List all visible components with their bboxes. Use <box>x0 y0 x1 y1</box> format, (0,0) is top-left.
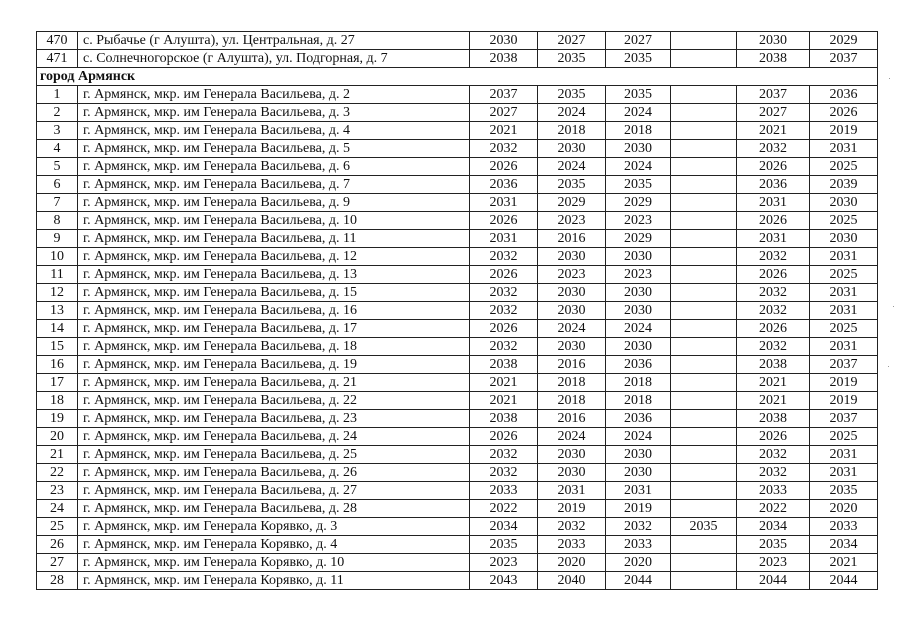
year-cell-3: 2019 <box>606 500 671 518</box>
row-address: г. Армянск, мкр. им Генерала Корявко, д. 4 <box>78 536 470 554</box>
year-cell-2: 2024 <box>538 158 606 176</box>
year-cell-2: 2018 <box>538 122 606 140</box>
year-cell-2: 2016 <box>538 230 606 248</box>
row-number: 6 <box>37 176 78 194</box>
year-cell-1: 2021 <box>470 374 538 392</box>
year-cell-5: 2038 <box>737 50 810 68</box>
scan-speck <box>888 366 889 367</box>
row-number: 3 <box>37 122 78 140</box>
year-cell-4 <box>671 446 737 464</box>
year-cell-4 <box>671 104 737 122</box>
year-cell-6: 2029 <box>810 32 878 50</box>
year-cell-6: 2031 <box>810 284 878 302</box>
row-number: 22 <box>37 464 78 482</box>
year-cell-2: 2032 <box>538 518 606 536</box>
year-cell-4 <box>671 464 737 482</box>
year-cell-6: 2037 <box>810 356 878 374</box>
row-number: 21 <box>37 446 78 464</box>
table-row <box>37 374 878 392</box>
row-address: г. Армянск, мкр. им Генерала Васильева, д. 3 <box>78 104 470 122</box>
year-cell-1: 2026 <box>470 320 538 338</box>
row-address: г. Армянск, мкр. им Генерала Васильева, д. 28 <box>78 500 470 518</box>
year-cell-4 <box>671 32 737 50</box>
year-cell-2: 2029 <box>538 194 606 212</box>
table-row <box>37 104 878 122</box>
year-cell-1: 2032 <box>470 284 538 302</box>
table-row <box>37 302 878 320</box>
year-cell-3: 2018 <box>606 392 671 410</box>
year-cell-4 <box>671 212 737 230</box>
row-number: 11 <box>37 266 78 284</box>
year-cell-6: 2025 <box>810 320 878 338</box>
table-row <box>37 284 878 302</box>
year-cell-4 <box>671 230 737 248</box>
row-address: г. Армянск, мкр. им Генерала Корявко, д. 10 <box>78 554 470 572</box>
row-number: 13 <box>37 302 78 320</box>
year-cell-5: 2026 <box>737 428 810 446</box>
year-cell-3: 2035 <box>606 86 671 104</box>
year-cell-3: 2033 <box>606 536 671 554</box>
year-cell-1: 2032 <box>470 464 538 482</box>
table-row <box>37 356 878 374</box>
year-cell-6: 2037 <box>810 50 878 68</box>
year-cell-1: 2022 <box>470 500 538 518</box>
year-cell-3: 2029 <box>606 230 671 248</box>
year-cell-3: 2023 <box>606 266 671 284</box>
year-cell-3: 2020 <box>606 554 671 572</box>
year-cell-4 <box>671 176 737 194</box>
year-cell-4 <box>671 356 737 374</box>
year-cell-5: 2032 <box>737 284 810 302</box>
year-cell-5: 2038 <box>737 356 810 374</box>
row-number: 18 <box>37 392 78 410</box>
year-cell-6: 2031 <box>810 338 878 356</box>
table-row <box>37 176 878 194</box>
row-address: г. Армянск, мкр. им Генерала Васильева, д. 13 <box>78 266 470 284</box>
year-cell-4 <box>671 122 737 140</box>
row-address: г. Армянск, мкр. им Генерала Васильева, д. 12 <box>78 248 470 266</box>
row-address: г. Армянск, мкр. им Генерала Васильева, д. 17 <box>78 320 470 338</box>
year-cell-3: 2031 <box>606 482 671 500</box>
year-cell-2: 2030 <box>538 302 606 320</box>
year-cell-5: 2037 <box>737 86 810 104</box>
year-cell-2: 2023 <box>538 212 606 230</box>
row-number: 1 <box>37 86 78 104</box>
year-cell-5: 2038 <box>737 410 810 428</box>
year-cell-1: 2034 <box>470 518 538 536</box>
table-row <box>37 86 878 104</box>
year-cell-1: 2027 <box>470 104 538 122</box>
year-cell-5: 2027 <box>737 104 810 122</box>
row-number: 27 <box>37 554 78 572</box>
year-cell-2: 2024 <box>538 428 606 446</box>
row-address: г. Армянск, мкр. им Генерала Васильева, д. 19 <box>78 356 470 374</box>
year-cell-6: 2025 <box>810 266 878 284</box>
year-cell-4 <box>671 554 737 572</box>
row-address: г. Армянск, мкр. им Генерала Васильева, д. 4 <box>78 122 470 140</box>
year-cell-5: 2032 <box>737 302 810 320</box>
year-cell-1: 2026 <box>470 158 538 176</box>
year-cell-4 <box>671 572 737 590</box>
year-cell-1: 2031 <box>470 230 538 248</box>
table-row <box>37 410 878 428</box>
year-cell-1: 2030 <box>470 32 538 50</box>
year-cell-4 <box>671 428 737 446</box>
year-cell-6: 2033 <box>810 518 878 536</box>
year-cell-4 <box>671 392 737 410</box>
row-address: г. Армянск, мкр. им Генерала Васильева, д. 24 <box>78 428 470 446</box>
table-row <box>37 482 878 500</box>
year-cell-1: 2023 <box>470 554 538 572</box>
year-cell-6: 2026 <box>810 104 878 122</box>
year-cell-6: 2030 <box>810 230 878 248</box>
row-number: 471 <box>37 50 78 68</box>
year-cell-6: 2019 <box>810 392 878 410</box>
table-row <box>37 518 878 536</box>
year-cell-3: 2023 <box>606 212 671 230</box>
year-cell-6: 2025 <box>810 212 878 230</box>
row-address: г. Армянск, мкр. им Генерала Васильева, д. 9 <box>78 194 470 212</box>
year-cell-3: 2024 <box>606 104 671 122</box>
year-cell-6: 2030 <box>810 194 878 212</box>
year-cell-1: 2038 <box>470 50 538 68</box>
year-cell-4 <box>671 266 737 284</box>
year-cell-6: 2031 <box>810 446 878 464</box>
table-row <box>37 320 878 338</box>
year-cell-4 <box>671 158 737 176</box>
year-cell-3: 2027 <box>606 32 671 50</box>
year-cell-5: 2031 <box>737 194 810 212</box>
row-number: 26 <box>37 536 78 554</box>
year-cell-3: 2032 <box>606 518 671 536</box>
year-cell-4 <box>671 248 737 266</box>
year-cell-1: 2037 <box>470 86 538 104</box>
year-cell-4 <box>671 410 737 428</box>
year-cell-1: 2026 <box>470 428 538 446</box>
year-cell-6: 2019 <box>810 374 878 392</box>
year-cell-2: 2035 <box>538 50 606 68</box>
year-cell-2: 2030 <box>538 338 606 356</box>
year-cell-2: 2018 <box>538 392 606 410</box>
row-number: 15 <box>37 338 78 356</box>
year-cell-5: 2026 <box>737 158 810 176</box>
row-number: 28 <box>37 572 78 590</box>
row-number: 16 <box>37 356 78 374</box>
table-row <box>37 266 878 284</box>
row-number: 19 <box>37 410 78 428</box>
row-address: с. Солнечногорское (г Алушта), ул. Подгорная, д. 7 <box>78 50 470 68</box>
row-number: 7 <box>37 194 78 212</box>
row-number: 17 <box>37 374 78 392</box>
table-row <box>37 32 878 50</box>
year-cell-4 <box>671 482 737 500</box>
year-cell-2: 2030 <box>538 140 606 158</box>
row-address: г. Армянск, мкр. им Генерала Васильева, д. 22 <box>78 392 470 410</box>
year-cell-1: 2026 <box>470 266 538 284</box>
year-cell-2: 2027 <box>538 32 606 50</box>
row-address: г. Армянск, мкр. им Генерала Васильева, д. 27 <box>78 482 470 500</box>
row-address: г. Армянск, мкр. им Генерала Васильева, д. 16 <box>78 302 470 320</box>
row-address: г. Армянск, мкр. им Генерала Васильева, д. 15 <box>78 284 470 302</box>
year-cell-1: 2032 <box>470 140 538 158</box>
year-cell-3: 2035 <box>606 176 671 194</box>
year-cell-6: 2031 <box>810 464 878 482</box>
year-cell-4 <box>671 140 737 158</box>
table-row <box>37 194 878 212</box>
year-cell-5: 2031 <box>737 230 810 248</box>
section-title: город Армянск <box>37 68 878 86</box>
year-cell-6: 2037 <box>810 410 878 428</box>
row-address: г. Армянск, мкр. им Генерала Васильева, д. 7 <box>78 176 470 194</box>
table-row <box>37 230 878 248</box>
year-cell-1: 2021 <box>470 392 538 410</box>
year-cell-1: 2021 <box>470 122 538 140</box>
row-address: г. Армянск, мкр. им Генерала Васильева, д. 26 <box>78 464 470 482</box>
year-cell-5: 2044 <box>737 572 810 590</box>
year-cell-5: 2021 <box>737 392 810 410</box>
year-cell-6: 2025 <box>810 428 878 446</box>
year-cell-5: 2030 <box>737 32 810 50</box>
table-row <box>37 446 878 464</box>
row-number: 23 <box>37 482 78 500</box>
scan-speck <box>889 78 890 79</box>
year-cell-4 <box>671 284 737 302</box>
table-row <box>37 572 878 590</box>
year-cell-5: 2023 <box>737 554 810 572</box>
table-row <box>37 212 878 230</box>
scan-speck <box>893 306 894 307</box>
table-row <box>37 536 878 554</box>
row-address: г. Армянск, мкр. им Генерала Васильева, д. 2 <box>78 86 470 104</box>
year-cell-3: 2035 <box>606 50 671 68</box>
row-number: 5 <box>37 158 78 176</box>
table-row <box>37 392 878 410</box>
year-cell-2: 2016 <box>538 356 606 374</box>
row-address: г. Армянск, мкр. им Генерала Васильева, д. 11 <box>78 230 470 248</box>
year-cell-6: 2031 <box>810 248 878 266</box>
year-cell-2: 2023 <box>538 266 606 284</box>
year-cell-2: 2035 <box>538 86 606 104</box>
year-cell-3: 2030 <box>606 248 671 266</box>
table-row <box>37 554 878 572</box>
year-cell-4 <box>671 194 737 212</box>
table-row <box>37 158 878 176</box>
row-address: г. Армянск, мкр. им Генерала Корявко, д. 11 <box>78 572 470 590</box>
year-cell-4: 2035 <box>671 518 737 536</box>
row-number: 20 <box>37 428 78 446</box>
row-number: 14 <box>37 320 78 338</box>
year-cell-5: 2035 <box>737 536 810 554</box>
year-cell-6: 2025 <box>810 158 878 176</box>
year-cell-3: 2024 <box>606 428 671 446</box>
year-cell-3: 2018 <box>606 374 671 392</box>
year-cell-5: 2032 <box>737 446 810 464</box>
year-cell-1: 2031 <box>470 194 538 212</box>
year-cell-4 <box>671 536 737 554</box>
year-cell-2: 2030 <box>538 446 606 464</box>
table-row <box>37 50 878 68</box>
year-cell-1: 2043 <box>470 572 538 590</box>
year-cell-1: 2033 <box>470 482 538 500</box>
row-number: 9 <box>37 230 78 248</box>
year-cell-5: 2022 <box>737 500 810 518</box>
year-cell-1: 2036 <box>470 176 538 194</box>
year-cell-2: 2030 <box>538 284 606 302</box>
housing-schedule-table <box>36 31 878 590</box>
year-cell-6: 2019 <box>810 122 878 140</box>
year-cell-3: 2030 <box>606 338 671 356</box>
year-cell-4 <box>671 374 737 392</box>
row-address: г. Армянск, мкр. им Генерала Васильева, д. 18 <box>78 338 470 356</box>
row-number: 4 <box>37 140 78 158</box>
section-header-row <box>37 68 878 86</box>
year-cell-2: 2030 <box>538 248 606 266</box>
row-number: 25 <box>37 518 78 536</box>
year-cell-5: 2032 <box>737 140 810 158</box>
year-cell-2: 2035 <box>538 176 606 194</box>
year-cell-6: 2034 <box>810 536 878 554</box>
year-cell-5: 2026 <box>737 212 810 230</box>
row-address: г. Армянск, мкр. им Генерала Корявко, д. 3 <box>78 518 470 536</box>
year-cell-4 <box>671 302 737 320</box>
table-row <box>37 338 878 356</box>
year-cell-5: 2032 <box>737 464 810 482</box>
row-number: 470 <box>37 32 78 50</box>
row-address: г. Армянск, мкр. им Генерала Васильева, д. 6 <box>78 158 470 176</box>
year-cell-1: 2038 <box>470 410 538 428</box>
year-cell-4 <box>671 50 737 68</box>
year-cell-3: 2024 <box>606 158 671 176</box>
year-cell-4 <box>671 86 737 104</box>
table-row <box>37 500 878 518</box>
year-cell-2: 2018 <box>538 374 606 392</box>
year-cell-2: 2019 <box>538 500 606 518</box>
year-cell-2: 2024 <box>538 104 606 122</box>
year-cell-2: 2033 <box>538 536 606 554</box>
row-number: 2 <box>37 104 78 122</box>
year-cell-3: 2030 <box>606 284 671 302</box>
year-cell-2: 2020 <box>538 554 606 572</box>
year-cell-5: 2032 <box>737 248 810 266</box>
row-number: 8 <box>37 212 78 230</box>
year-cell-5: 2026 <box>737 266 810 284</box>
table-row <box>37 428 878 446</box>
year-cell-2: 2030 <box>538 464 606 482</box>
year-cell-2: 2031 <box>538 482 606 500</box>
year-cell-1: 2026 <box>470 212 538 230</box>
year-cell-1: 2032 <box>470 446 538 464</box>
year-cell-2: 2016 <box>538 410 606 428</box>
year-cell-4 <box>671 338 737 356</box>
year-cell-5: 2034 <box>737 518 810 536</box>
year-cell-3: 2030 <box>606 140 671 158</box>
year-cell-3: 2030 <box>606 446 671 464</box>
year-cell-3: 2030 <box>606 302 671 320</box>
year-cell-4 <box>671 500 737 518</box>
row-address: г. Армянск, мкр. им Генерала Васильева, д. 10 <box>78 212 470 230</box>
year-cell-3: 2029 <box>606 194 671 212</box>
row-number: 24 <box>37 500 78 518</box>
year-cell-2: 2040 <box>538 572 606 590</box>
table-row <box>37 464 878 482</box>
year-cell-6: 2039 <box>810 176 878 194</box>
year-cell-3: 2030 <box>606 464 671 482</box>
row-address: с. Рыбачье (г Алушта), ул. Центральная, д. 27 <box>78 32 470 50</box>
year-cell-6: 2020 <box>810 500 878 518</box>
row-number: 10 <box>37 248 78 266</box>
table-row <box>37 248 878 266</box>
row-address: г. Армянск, мкр. им Генерала Васильева, д. 23 <box>78 410 470 428</box>
year-cell-6: 2035 <box>810 482 878 500</box>
year-cell-6: 2036 <box>810 86 878 104</box>
year-cell-6: 2044 <box>810 572 878 590</box>
year-cell-3: 2036 <box>606 410 671 428</box>
year-cell-5: 2026 <box>737 320 810 338</box>
row-address: г. Армянск, мкр. им Генерала Васильева, д. 5 <box>78 140 470 158</box>
year-cell-3: 2018 <box>606 122 671 140</box>
year-cell-5: 2021 <box>737 374 810 392</box>
year-cell-4 <box>671 320 737 338</box>
row-address: г. Армянск, мкр. им Генерала Васильева, д. 21 <box>78 374 470 392</box>
table-row <box>37 122 878 140</box>
year-cell-5: 2036 <box>737 176 810 194</box>
year-cell-6: 2031 <box>810 302 878 320</box>
year-cell-2: 2024 <box>538 320 606 338</box>
row-number: 12 <box>37 284 78 302</box>
year-cell-6: 2031 <box>810 140 878 158</box>
year-cell-3: 2036 <box>606 356 671 374</box>
year-cell-1: 2032 <box>470 302 538 320</box>
table-body <box>37 32 878 590</box>
year-cell-3: 2044 <box>606 572 671 590</box>
year-cell-3: 2024 <box>606 320 671 338</box>
year-cell-5: 2021 <box>737 122 810 140</box>
year-cell-1: 2032 <box>470 248 538 266</box>
year-cell-5: 2033 <box>737 482 810 500</box>
row-address: г. Армянск, мкр. им Генерала Васильева, д. 25 <box>78 446 470 464</box>
year-cell-1: 2032 <box>470 338 538 356</box>
year-cell-5: 2032 <box>737 338 810 356</box>
year-cell-1: 2035 <box>470 536 538 554</box>
year-cell-1: 2038 <box>470 356 538 374</box>
table-row <box>37 140 878 158</box>
year-cell-6: 2021 <box>810 554 878 572</box>
